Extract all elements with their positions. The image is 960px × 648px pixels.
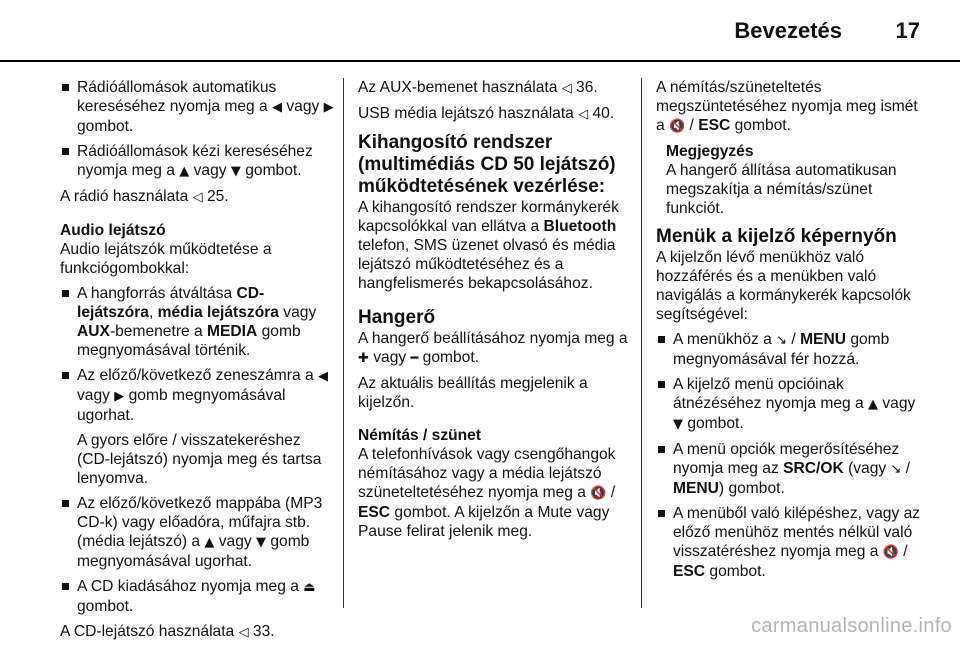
watermark: carmanualsonline.info [751,615,952,637]
paragraph: Audio lejátszók működtetése a funkciógombokkal: [60,241,272,277]
cross-reference: A CD-lejátszó használata ◁ 33. [60,623,275,640]
arrow-right-icon: ▶ [114,389,125,404]
column-divider [343,78,344,608]
column-middle [358,78,628,547]
plus-icon: ✚ [358,351,369,366]
note-text: A hangerő állítása automatikusan megszakítja a némítás/szünet funkciót. [666,162,897,217]
arrow-left-icon: ◀ [272,100,283,115]
arrow-down-icon: ▼ [256,535,267,550]
paragraph: A telefonhívások vagy csengőhangok némításához vagy a média lejátszó szüneteltetéséhez nyomja meg a 🔇 / ESC gombot. A kijelzőn a Mute vagy Pause felirat jelenik meg. [358,446,616,540]
arrow-up-icon: ▲ [204,535,215,550]
eject-icon: ⏏ [303,580,316,595]
column-right [656,78,926,587]
page-header [0,0,960,62]
mute-icon: 🔇 [882,545,899,560]
section-heading: Kihangosító rendszer (multimédiás CD 50 lejátszó) működtetésének vezérlése: [358,132,616,197]
section-heading: Menük a kijelző képernyőn [656,226,897,247]
arrow-up-icon: ▲ [179,164,190,179]
list-item: Az előző/következő zeneszámra a ◀ vagy ▶ gomb megnyomásával ugorhat. [60,366,335,425]
arrow-right-icon: ▶ [323,100,334,115]
paragraph: Az aktuális beállítás megjelenik a kijelzőn. [358,375,588,411]
list-item: Rádióállomások kézi kereséséhez nyomja meg a ▲ vagy ▼ gombot. [60,142,335,181]
column-left [60,78,335,648]
page-ref-icon: ◁ [561,81,572,96]
minus-icon: ━ [410,351,419,366]
list-item: A menüből való kilépéshez, vagy az előző menühöz mentés nélkül való visszatéréshez nyomja meg a 🔇 / ESC gombot. [656,504,926,581]
menu-knob-icon: ↘ [890,462,902,477]
arrow-down-icon: ▼ [673,417,683,432]
menu-knob-icon: ↘ [776,333,788,348]
section-subtitle: Némítás / szünet [358,427,482,444]
page-ref-icon: ◁ [238,625,249,640]
column-divider [641,78,642,608]
list-item: A CD kiadásához nyomja meg a ⏏ gombot. [60,577,335,616]
list-item: Az előző/következő mappába (MP3 CD-k) vagy előadóra, műfajra stb. (média lejátszó) a ▲ vagy ▼ gomb megnyomásával ugorhat. [60,494,335,571]
paragraph: A némítás/szüneteltetés megszüntetéséhez nyomja meg ismét a 🔇 / ESC gombot. [656,79,918,134]
list-item: A kijelző menü opcióinak átnézéséhez nyomja meg a ▲ vagy ▼ gombot. [656,375,926,434]
page-ref-icon: ◁ [578,107,589,122]
mute-icon: 🔇 [590,486,607,501]
page-title: Bevezetés [734,18,842,43]
paragraph: A hangerő beállításához nyomja meg a ✚ vagy ━ gombot. [358,330,628,366]
arrow-down-icon: ▼ [230,164,241,179]
arrow-up-icon: ▲ [868,397,879,412]
mute-icon: 🔇 [669,119,686,134]
arrow-left-icon: ◀ [317,369,328,384]
note-box [656,142,926,218]
list-item: A menükhöz a ↘ / MENU gomb megnyomásával fér hozzá. [656,330,926,369]
paragraph: A kihangosító rendszer kormánykerék kapcsolókkal van ellátva a Bluetooth telefon, SMS üzenet olvasó és média lejátszó működtetéséhez és a hangfelismerés bekapcsolásához. [358,199,619,292]
header-rule [0,60,960,62]
note-title: Megjegyzés [666,143,754,160]
section-heading: Hangerő [358,307,436,328]
list-item: A menü opciók megerősítéséhez nyomja meg az SRC/OK (vagy ↘ / MENU) gombot. [656,440,926,498]
section-subtitle: Audio lejátszó [60,222,166,239]
cross-reference: A rádió használata ◁ 25. [60,188,229,205]
page-ref-icon: ◁ [192,190,203,205]
list-item: A hangforrás átváltása CD-lejátszóra, média lejátszóra vagy AUX-bemenetre a MEDIA gomb megnyomásával történik. [60,284,335,360]
page-number: 17 [895,18,920,43]
list-item: Rádióállomások automatikus kereséséhez nyomja meg a ◀ vagy ▶ gombot. [60,78,335,136]
cross-reference: USB média lejátszó használata ◁ 40. [358,105,615,122]
cross-reference: Az AUX-bemenet használata ◁ 36. [358,79,598,96]
paragraph: A kijelzőn lévő menükhöz való hozzáférés és a menükben való navigálás a kormánykerék kapcsolók segítségével: [656,249,911,323]
paragraph: A gyors előre / visszatekeréshez (CD-lejátszó) nyomja meg és tartsa lenyomva. [77,432,322,487]
